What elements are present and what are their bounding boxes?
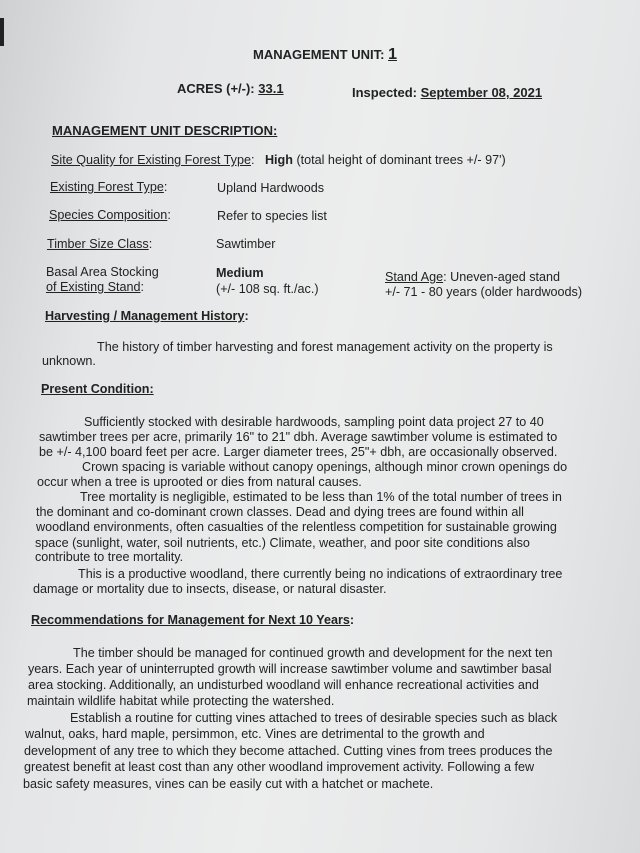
timber-label: Timber Size Class bbox=[47, 237, 149, 251]
forest-type-value: Upland Hardwoods bbox=[217, 181, 325, 195]
site-quality-value: High bbox=[264, 153, 293, 167]
present-line: This is a productive woodland, there currently being no indications of extraordinary tree bbox=[78, 567, 563, 581]
species-value: Refer to species list bbox=[217, 209, 327, 223]
site-quality-note: (total height of dominant trees +/- 97') bbox=[296, 153, 506, 167]
recommendation-line: area stocking. Additionally, an undisturbed woodland will enhance recreational activities and bbox=[28, 678, 539, 692]
present-line: be +/- 4,100 board feet per acre. Larger diameter trees, 25"+ dbh, are occasionally observed. bbox=[39, 445, 558, 459]
site-quality-row: Site Quality for Existing Forest Type: High (total height of dominant trees +/- 97') bbox=[51, 153, 506, 167]
management-unit-value: 1 bbox=[388, 46, 397, 63]
timber-row: Timber Size Class: bbox=[47, 237, 153, 251]
present-line: occur when a tree is uprooted or dies from natural causes. bbox=[37, 475, 362, 489]
basal-note: (+/- 108 sq. ft./ac.) bbox=[216, 282, 319, 296]
stand-age-label: Stand Age bbox=[385, 270, 444, 284]
stand-age-value: Uneven-aged stand bbox=[450, 270, 561, 284]
basal-label-line-2: of Existing Stand bbox=[46, 280, 141, 294]
present-heading: Present Condition: bbox=[41, 382, 154, 396]
forest-type-label: Existing Forest Type bbox=[50, 180, 164, 194]
species-label: Species Composition bbox=[49, 208, 168, 222]
recommendation-line: basic safety measures, vines can be easily cut with a hatchet or machete. bbox=[23, 777, 434, 791]
present-line: sawtimber trees per acre, primarily 16" to 21" dbh. Average sawtimber volume is estimated to bbox=[39, 430, 558, 444]
acres-value: 33.1 bbox=[258, 81, 284, 96]
stand-age-row: Stand Age: Uneven-aged stand bbox=[385, 270, 561, 284]
present-line: woodland environments, often casualties of the relentless competition for sustainable growing bbox=[36, 520, 557, 534]
recommendations-heading: Recommendations for Management for Next 10 Years bbox=[31, 613, 350, 627]
present-line: Crown spacing is variable without canopy openings, although minor crown openings do bbox=[82, 460, 568, 474]
history-heading: Harvesting / Management History bbox=[45, 309, 245, 323]
history-line-2: unknown. bbox=[42, 354, 96, 368]
recommendation-line: maintain wildlife habitat while protecting the watershed. bbox=[27, 694, 335, 708]
forest-type-row: Existing Forest Type: bbox=[50, 180, 168, 194]
present-line: contribute to tree mortality. bbox=[35, 550, 184, 564]
page-edge-mark bbox=[0, 18, 4, 46]
acres-label: ACRES (+/-): bbox=[177, 81, 255, 96]
present-line: space (sunlight, water, soil nutrients, etc.) Climate, weather, and poor site conditions also bbox=[35, 536, 530, 550]
recommendation-line: Establish a routine for cutting vines attached to trees of desirable species such as black bbox=[70, 711, 558, 725]
recommendation-line: walnut, oaks, hard maple, persimmon, etc. Vines are detrimental to the growth and bbox=[25, 727, 485, 741]
basal-label-line-1: Basal Area Stocking bbox=[46, 265, 159, 279]
timber-value: Sawtimber bbox=[216, 237, 276, 251]
history-heading-row: Harvesting / Management History: bbox=[45, 309, 249, 323]
site-quality-label: Site Quality for Existing Forest Type bbox=[51, 153, 251, 167]
management-unit-line bbox=[253, 47, 397, 62]
recommendations-heading-row: Recommendations for Management for Next 10 Years: bbox=[31, 613, 355, 627]
stand-age-note: +/- 71 - 80 years (older hardwoods) bbox=[385, 285, 583, 299]
basal-label-line-2-row: of Existing Stand: bbox=[46, 280, 145, 294]
present-line: Tree mortality is negligible, estimated to be less than 1% of the total number of trees in bbox=[80, 490, 562, 504]
recommendation-line: years. Each year of uninterrupted growth will increase sawtimber volume and sawtimber basal bbox=[28, 662, 552, 676]
present-line: the dominant and co-dominant crown classes. Dead and dying trees are found within all bbox=[36, 505, 524, 519]
acres-line bbox=[177, 81, 284, 96]
recommendation-line: development of any tree to which they become attached. Cutting vines from trees produces the bbox=[24, 744, 553, 758]
inspected-label: Inspected: bbox=[352, 85, 418, 100]
species-row: Species Composition: bbox=[49, 208, 171, 222]
present-line: Sufficiently stocked with desirable hardwoods, sampling point data project 27 to 40 bbox=[84, 415, 544, 429]
present-line: damage or mortality due to insects, disease, or natural disaster. bbox=[33, 582, 387, 596]
recommendation-line: greatest benefit at least cost than any other woodland improvement activity. Following a few bbox=[24, 760, 535, 774]
recommendation-line: The timber should be managed for continued growth and development for the next ten bbox=[73, 646, 553, 660]
description-heading: MANAGEMENT UNIT DESCRIPTION: bbox=[52, 123, 278, 138]
history-line-1: The history of timber harvesting and forest management activity on the property is bbox=[97, 340, 553, 354]
inspected-value: September 08, 2021 bbox=[420, 85, 543, 100]
basal-value: Medium bbox=[216, 266, 264, 280]
management-unit-label: MANAGEMENT UNIT: bbox=[253, 47, 385, 62]
inspected-line bbox=[352, 85, 542, 100]
